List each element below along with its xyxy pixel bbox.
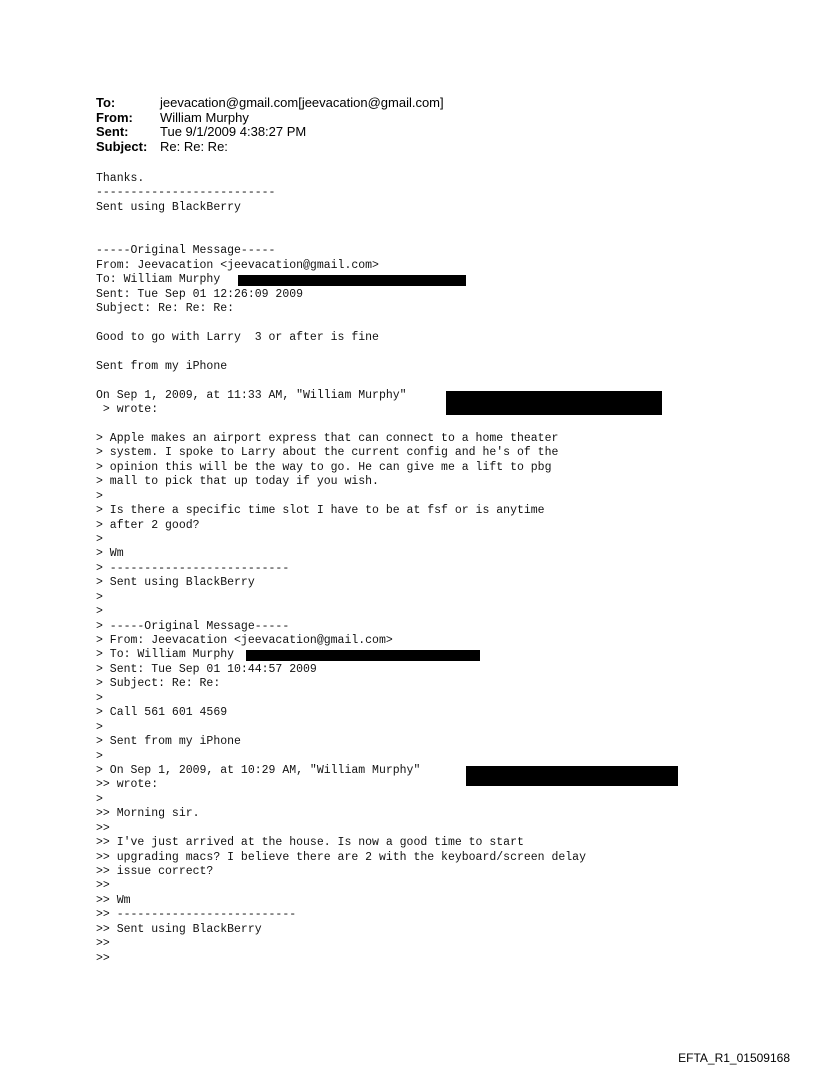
body-line: > On Sep 1, 2009, at 10:29 AM, "William Murphy": [96, 764, 586, 778]
body-line: Sent from my iPhone: [96, 359, 228, 373]
body-line: [96, 345, 586, 359]
body-line: >: [96, 720, 103, 734]
body-line: >: [96, 489, 103, 503]
sent-label: Sent:: [96, 124, 129, 140]
body-line: > after 2 good?: [96, 518, 200, 532]
from-value: William Murphy: [160, 109, 249, 125]
body-line: >> I've just arrived at the house. Is now a good time to start: [96, 836, 524, 850]
body-line: > Is there a specific time slot I have to be at fsf or is anytime: [96, 504, 545, 518]
body-line: [96, 374, 586, 388]
body-line: > opinion this will be the way to go. He can give me a lift to pbg: [96, 460, 552, 474]
body-line: >: [96, 590, 103, 604]
body-line: > Sent from my iPhone: [96, 735, 241, 749]
body-line: > From: Jeevacation <jeevacation@gmail.com>: [96, 634, 393, 647]
redaction-bar: [246, 650, 480, 661]
body-line: [96, 215, 586, 229]
body-line: >>: [96, 879, 110, 893]
body-line: >> wrote:: [96, 778, 159, 792]
from-label: From:: [96, 109, 133, 125]
body-line: >: [96, 605, 103, 619]
from-row: [96, 111, 444, 126]
body-line: Subject: Re: Re: Re:: [96, 301, 235, 315]
email-header: [96, 96, 444, 154]
body-line: >> Morning sir.: [96, 807, 200, 821]
document-id: EFTA_R1_01509168: [678, 1051, 790, 1065]
body-line: >> issue correct?: [96, 865, 214, 878]
body-line: [96, 417, 586, 431]
body-line: >>: [96, 821, 110, 835]
body-line: >: [96, 691, 103, 705]
body-line: > Wm: [96, 547, 124, 561]
sent-value: Tue 9/1/2009 4:38:27 PM: [160, 124, 307, 140]
sent-row: [96, 125, 444, 140]
body-line: >> Wm: [96, 893, 131, 907]
subject-row: [96, 140, 444, 155]
body-line: >: [96, 532, 103, 546]
body-line: > To: William Murphy: [96, 648, 586, 662]
redaction-bar: [238, 275, 466, 286]
body-line: > --------------------------: [96, 561, 290, 575]
subject-value: Re: Re: Re:: [160, 138, 228, 154]
subject-label: Subject:: [96, 138, 148, 154]
body-line: Sent: Tue Sep 01 12:26:09 2009: [96, 287, 304, 301]
body-line: > Sent using BlackBerry: [96, 576, 255, 590]
body-line: > -----Original Message-----: [96, 619, 290, 633]
body-line: Good to go with Larry 3 or after is fine: [96, 330, 379, 344]
body-line: >: [96, 792, 103, 806]
body-line: >>: [96, 937, 110, 951]
body-line: >> upgrading macs? I believe there are 2 with the keyboard/screen delay: [96, 850, 586, 864]
body-line: > Subject: Re: Re:: [96, 677, 221, 691]
body-line: > Call 561 601 4569: [96, 706, 228, 720]
body-line: >: [96, 749, 103, 763]
body-line: > Sent: Tue Sep 01 10:44:57 2009: [96, 662, 317, 676]
body-line: --------------------------: [96, 186, 276, 200]
body-line: >> --------------------------: [96, 908, 297, 922]
body-line: Sent using BlackBerry: [96, 200, 241, 214]
body-line: Thanks.: [96, 172, 145, 185]
to-row: [96, 96, 444, 111]
to-value: jeevacation@gmail.com[jeevacation@gmail.com]: [160, 95, 444, 110]
body-line: To: William Murphy: [96, 273, 586, 287]
body-line: [96, 316, 586, 330]
body-line: On Sep 1, 2009, at 11:33 AM, "William Murphy": [96, 389, 586, 403]
body-line: > system. I spoke to Larry about the current config and he's of the: [96, 446, 559, 460]
to-label: To:: [96, 95, 116, 110]
body-line: >> Sent using BlackBerry: [96, 922, 262, 936]
body-line: > mall to pick that up today if you wish.: [96, 475, 379, 489]
body-line: > wrote:: [96, 403, 159, 416]
email-body: [96, 172, 586, 966]
body-line: -----Original Message-----: [96, 244, 276, 258]
body-line: From: Jeevacation <jeevacation@gmail.com>: [96, 258, 379, 272]
body-line: >>: [96, 951, 110, 965]
body-line: > Apple makes an airport express that can connect to a home theater: [96, 431, 559, 445]
body-line: [96, 230, 586, 244]
